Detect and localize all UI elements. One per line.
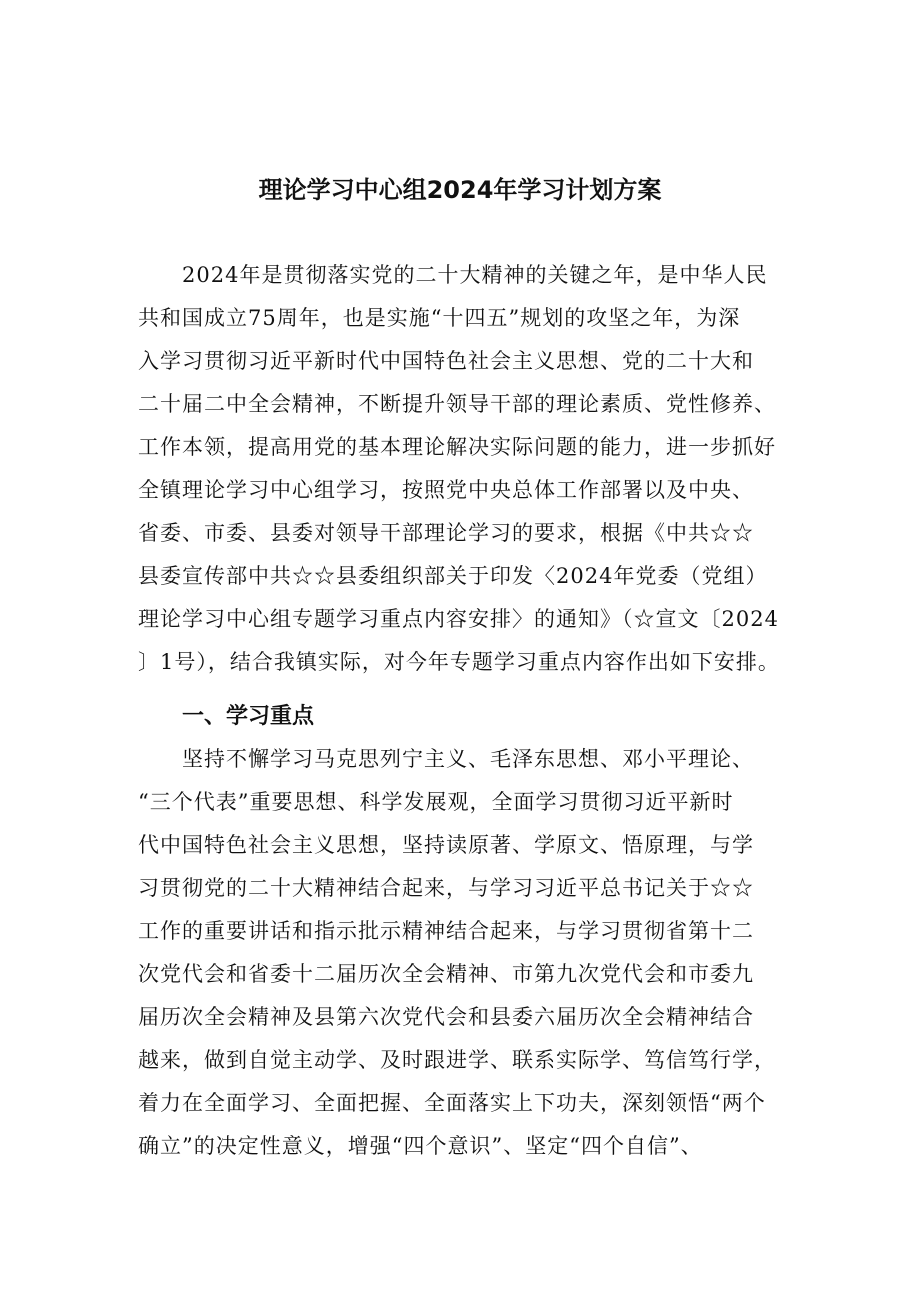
section1-paragraph — [138, 738, 798, 1168]
paragraph-line: 2024年是贯彻落实党的二十大精神的关键之年，是中华人民 — [182, 263, 768, 287]
paragraph-line: 届历次全会精神及县第六次党代会和县委六届历次全会精神结合 — [138, 1005, 754, 1029]
paragraph-line: 共和国成立75周年，也是实施“十四五”规划的攻坚之年，为深 — [138, 306, 741, 330]
paragraph-line: 入学习贯彻习近平新时代中国特色社会主义思想、党的二十大和 — [138, 349, 754, 373]
paragraph-line: 习贯彻党的二十大精神结合起来，与学习习近平总书记关于☆☆ — [138, 876, 754, 900]
paragraph-line: 次党代会和省委十二届历次全会精神、市第九次党代会和市委九 — [138, 962, 754, 986]
paragraph-line: 工作的重要讲话和指示批示精神结合起来，与学习贯彻省第十二 — [138, 919, 754, 943]
paragraph-line: 省委、市委、县委对领导干部理论学习的要求，根据《中共☆☆ — [138, 521, 754, 545]
paragraph-line: 理论学习中心组专题学习重点内容安排〉的通知》（☆宣文〔2024 — [138, 607, 779, 631]
paragraph-line: 二十届二中全会精神，不断提升领导干部的理论素质、党性修养、 — [138, 392, 776, 416]
paragraph-line: 着力在全面学习、全面把握、全面落实上下功夫，深刻领悟“两个 — [138, 1091, 766, 1115]
paragraph-line: 全镇理论学习中心组学习，按照党中央总体工作部署以及中央、 — [138, 478, 754, 502]
paragraph-line: 越来，做到自觉主动学、及时跟进学、联系实际学、笃信笃行学， — [138, 1048, 776, 1072]
paragraph-line: “三个代表”重要思想、科学发展观，全面学习贯彻习近平新时 — [138, 790, 734, 814]
intro-paragraph — [138, 254, 798, 684]
paragraph-line: 确立”的决定性意义，增强“四个意识”、坚定“四个自信”、 — [138, 1134, 703, 1158]
paragraph-line: 县委宣传部中共☆☆县委组织部关于印发〈2024年党委（党组） — [138, 564, 768, 588]
paragraph-line: 代中国特色社会主义思想，坚持读原著、学原文、悟原理，与学 — [138, 833, 754, 857]
section-heading: 一、学习重点 — [182, 704, 315, 729]
paragraph-line: 〕1号），结合我镇实际，对今年专题学习重点内容作出如下安排。 — [138, 650, 780, 674]
paragraph-line: 工作本领，提高用党的基本理论解决实际问题的能力，进一步抓好 — [138, 435, 776, 459]
paragraph-line: 坚持不懈学习马克思列宁主义、毛泽东思想、邓小平理论、 — [182, 747, 754, 771]
document-title: 理论学习中心组2024年学习计划方案 — [258, 176, 662, 204]
